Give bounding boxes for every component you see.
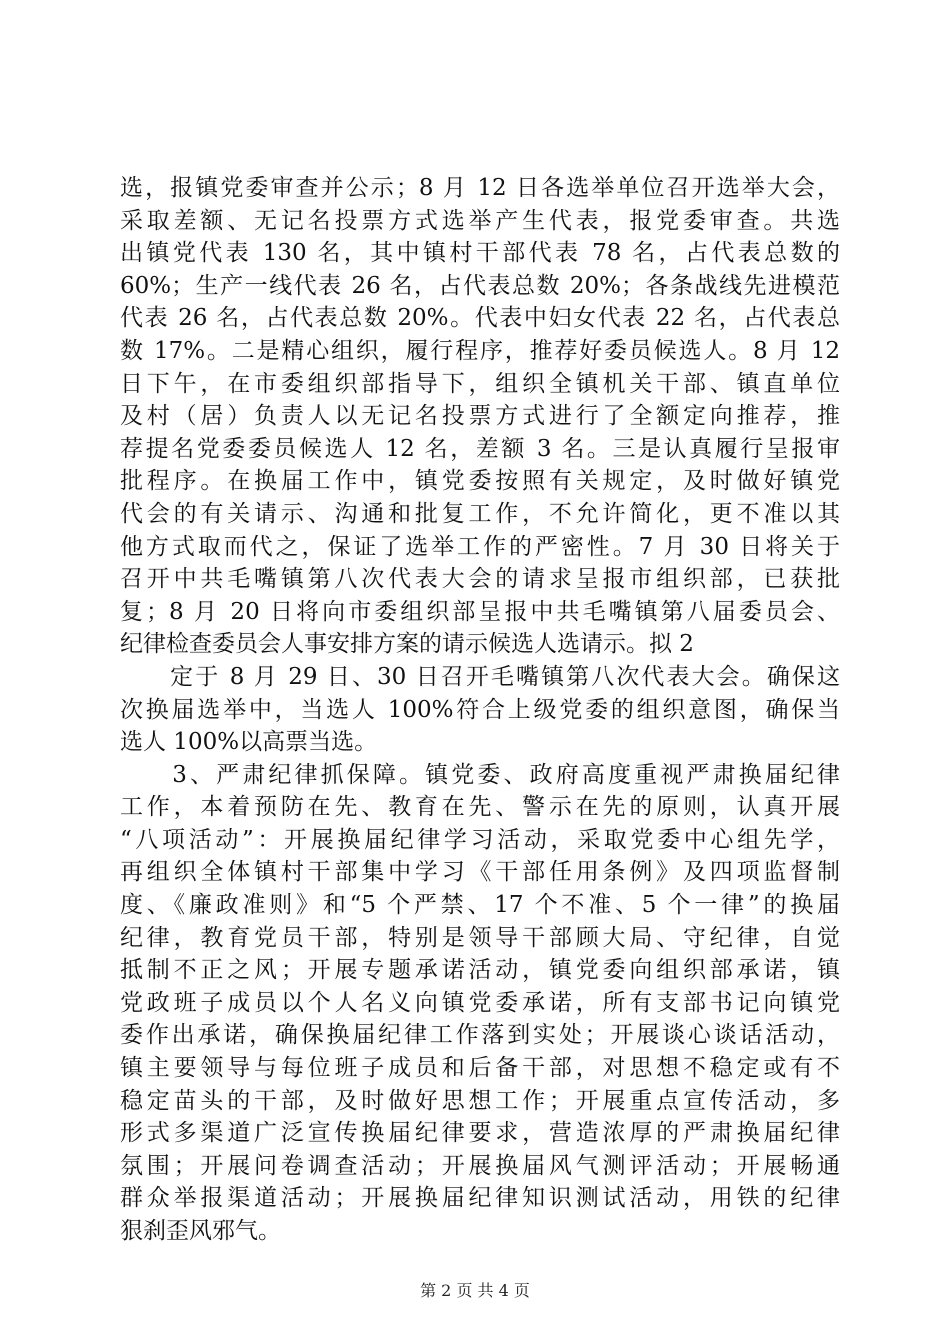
text-line: 数 17%。二是精心组织，履行程序，推荐好委员候选人。8 月 12 <box>120 337 840 364</box>
page-number-footer: 第 2 页 共 4 页 <box>420 1281 530 1300</box>
document-body <box>120 172 840 1248</box>
text-line: “八项活动”：开展换届纪律学习活动，采取党委中心组先学， <box>120 826 840 853</box>
text-line: 60%；生产一线代表 26 名，占代表总数 20%；各条战线先进模范 <box>120 272 840 299</box>
text-line: 日下午，在市委组织部指导下，组织全镇机关干部、镇直单位 <box>120 370 840 397</box>
text-line: 群众举报渠道活动；开展换届纪律知识测试活动，用铁的纪律 <box>120 1185 840 1212</box>
text-line: 抵制不正之风；开展专题承诺活动，镇党委向组织部承诺，镇 <box>120 957 840 984</box>
text-line: 复；8 月 20 日将向市委组织部呈报中共毛嘴镇第八届委员会、 <box>120 598 840 625</box>
text-line: 党政班子成员以个人名义向镇党委承诺，所有支部书记向镇党 <box>120 989 840 1016</box>
text-line: 工作，本着预防在先、教育在先、警示在先的原则，认真开展 <box>120 794 840 821</box>
text-line: 次换届选举中，当选人 100%符合上级党委的组织意图，确保当 <box>120 696 840 723</box>
text-line: 再组织全体镇村干部集中学习《干部任用条例》及四项监督制 <box>120 859 840 886</box>
text-line: 选，报镇党委审查并公示；8 月 12 日各选举单位召开选举大会， <box>120 175 840 201</box>
text-line: 3、严肃纪律抓保障。镇党委、政府高度重视严肃换届纪律 <box>120 761 840 788</box>
text-line: 代表 26 名，占代表总数 20%。代表中妇女代表 22 名，占代表总 <box>120 305 840 332</box>
text-line: 度、《廉政准则》和“5 个严禁、17 个不准、5 个一律”的换届 <box>120 892 840 919</box>
text-line: 荐提名党委委员候选人 12 名，差额 3 名。三是认真履行呈报审 <box>120 435 840 462</box>
text-line: 选人 100%以高票当选。 <box>120 729 378 756</box>
text-line: 及村（居）负责人以无记名投票方式进行了全额定向推荐，推 <box>120 403 840 430</box>
text-line: 纪律检查委员会人事安排方案的请示候选人选请示。拟 2 <box>120 631 694 658</box>
text-line: 定于 8 月 29 日、30 日召开毛嘴镇第八次代表大会。确保这 <box>120 663 840 690</box>
text-line: 形式多渠道广泛宣传换届纪律要求，营造浓厚的严肃换届纪律 <box>120 1120 840 1147</box>
text-line: 出镇党代表 130 名，其中镇村干部代表 78 名，占代表总数的 <box>120 240 840 267</box>
text-line: 批程序。在换届工作中，镇党委按照有关规定，及时做好镇党 <box>120 468 840 495</box>
text-line: 狠刹歪风邪气。 <box>120 1218 281 1244</box>
text-line: 镇主要领导与每位班子成员和后备干部，对思想不稳定或有不 <box>120 1055 840 1082</box>
text-line: 采取差额、无记名投票方式选举产生代表，报党委审查。共选 <box>120 207 840 234</box>
text-line: 召开中共毛嘴镇第八次代表大会的请求呈报市组织部，已获批 <box>120 566 840 593</box>
text-line: 他方式取而代之，保证了选举工作的严密性。7 月 30 日将关于 <box>120 533 840 560</box>
text-line: 氛围；开展问卷调查活动；开展换届风气测评活动；开展畅通 <box>120 1152 840 1179</box>
text-line: 稳定苗头的干部，及时做好思想工作；开展重点宣传活动，多 <box>120 1087 840 1114</box>
text-line: 代会的有关请示、沟通和批复工作，不允许简化，更不准以其 <box>120 500 840 527</box>
text-line: 委作出承诺，确保换届纪律工作落到实处；开展谈心谈话活动， <box>120 1022 840 1049</box>
text-line: 纪律，教育党员干部，特别是领导干部顾大局、守纪律，自觉 <box>120 924 840 951</box>
